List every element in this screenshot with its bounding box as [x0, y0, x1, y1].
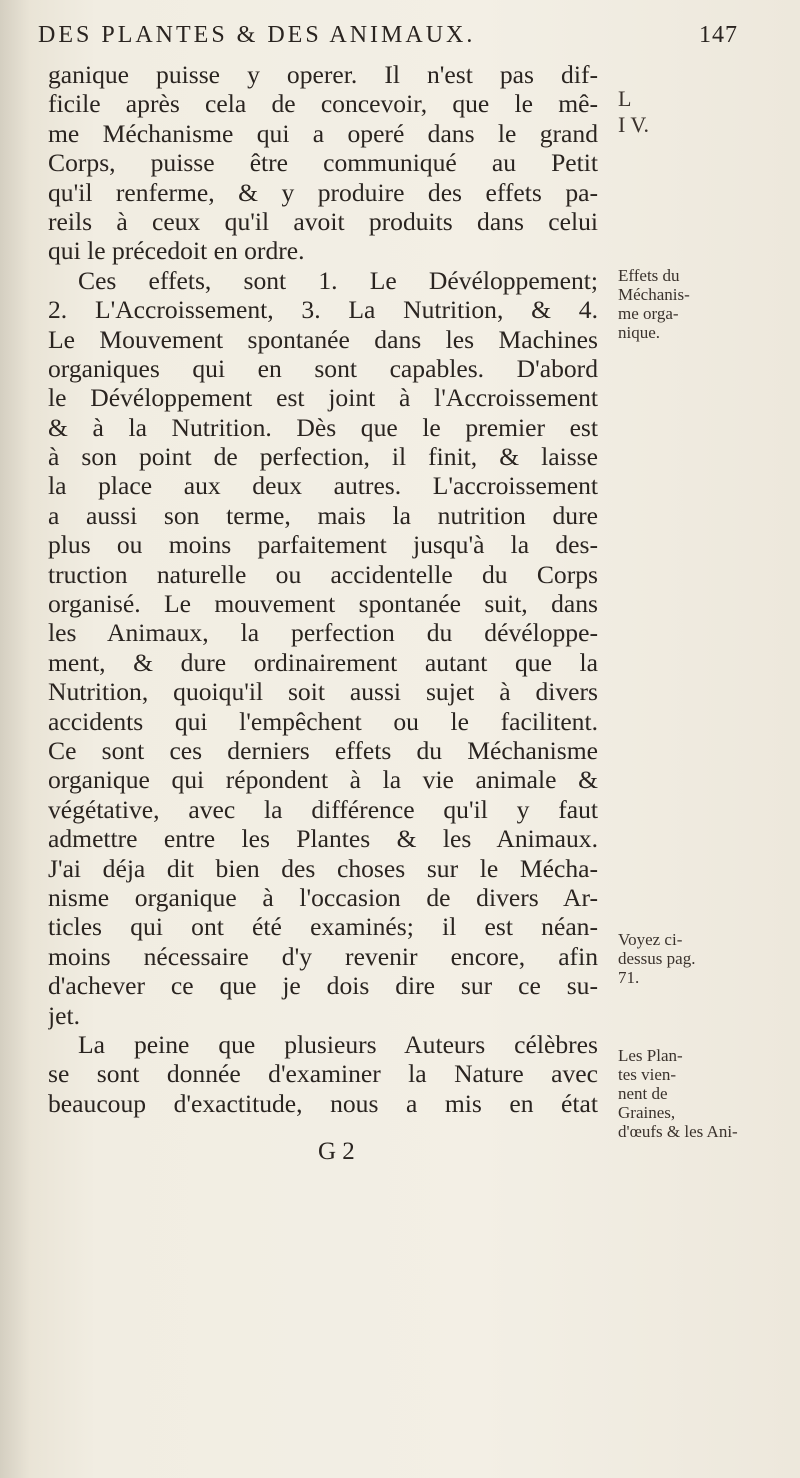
running-title: DES PLANTES & DES ANIMAUX. [38, 22, 476, 48]
text-line: 2. L'Accroissement, 3. La Nutrition, & 4. [48, 295, 598, 325]
margin-note-line: me orga- [618, 304, 679, 323]
text-line: qui le précedoit en ordre. [48, 236, 305, 266]
margin-note-reference [618, 930, 778, 987]
text-line: jet. [48, 1000, 80, 1030]
text-line: accidents qui l'empêchent ou le facilitent. [48, 706, 598, 736]
margin-note-line: nique. [618, 323, 661, 342]
margin-note-line: Graines, [618, 1103, 676, 1122]
margin-note-plants [618, 1046, 778, 1141]
text-line: Nutrition, quoiqu'il soit aussi sujet à divers [48, 677, 598, 707]
text-line: ment, & dure ordinairement autant que la [48, 647, 598, 677]
text-line: J'ai déja dit bien des choses sur le Mécha- [48, 853, 598, 883]
text-line: La peine que plusieurs Auteurs célèbres [78, 1029, 598, 1059]
text-line: organisé. Le mouvement spontanée suit, dans [48, 589, 598, 619]
body-text [48, 60, 598, 1118]
margin-note-line: dessus pag. [618, 949, 696, 968]
text-line: organiques qui en sont capables. D'abord [48, 353, 598, 383]
text-line: Ces effets, sont 1. Le Dévéloppement; [78, 265, 598, 295]
text-line: ficile après cela de concevoir, que le mê- [48, 89, 598, 119]
page-number: 147 [699, 22, 738, 48]
text-line: organique qui répondent à la vie animale & [48, 765, 598, 795]
margin-note-line: Méchanis- [618, 285, 690, 304]
text-line: admettre entre les Plantes & les Animaux. [48, 824, 598, 854]
text-line: à son point de perfection, il finit, & laisse [48, 442, 598, 472]
margin-note-line: 71. [618, 968, 640, 987]
text-line: Corps, puisse être communiqué au Petit [48, 148, 598, 178]
running-header [38, 22, 738, 54]
text-line: beaucoup d'exactitude, nous a mis en état [48, 1088, 598, 1118]
text-line: nisme organique à l'occasion de divers Ar- [48, 882, 598, 912]
text-line: ganique puisse y operer. Il n'est pas dif- [48, 60, 598, 89]
text-line: me Méchanisme qui a operé dans le grand [48, 118, 598, 148]
text-line: d'achever ce que je dois dire sur ce su- [48, 971, 598, 1001]
margin-note-line: tes vien- [618, 1065, 677, 1084]
page-gutter-shadow [0, 0, 30, 1478]
margin-note-line: nent de [618, 1084, 668, 1103]
text-line: truction naturelle ou accidentelle du Corps [48, 559, 598, 589]
text-line: a aussi son terme, mais la nutrition dure [48, 500, 598, 530]
margin-note-line: Voyez ci- [618, 930, 683, 949]
text-line: se sont donnée d'examiner la Nature avec [48, 1059, 598, 1089]
text-line: le Dévéloppement est joint à l'Accroissement [48, 383, 598, 413]
text-line: & à la Nutrition. Dès que le premier est [48, 412, 598, 442]
margin-note-effects [618, 266, 778, 342]
margin-note-line: I V. [618, 112, 649, 137]
text-line: les Animaux, la perfection du dévéloppe- [48, 618, 598, 648]
text-line: Ce sont ces derniers effets du Méchanisme [48, 735, 598, 765]
margin-note-line: Les Plan- [618, 1046, 683, 1065]
text-line: la place aux deux autres. L'accroissement [48, 471, 598, 501]
text-line: végétative, avec la différence qu'il y faut [48, 794, 598, 824]
margin-note-line: Effets du [618, 266, 680, 285]
margin-note-section [618, 86, 778, 138]
signature-mark: G 2 [318, 1138, 355, 1165]
text-line: qu'il renferme, & y produire des effets pa- [48, 177, 598, 207]
text-line: plus ou moins parfaitement jusqu'à la des- [48, 530, 598, 560]
margin-note-line: d'œufs & les Ani- [618, 1122, 738, 1141]
text-line: reils à ceux qu'il avoit produits dans celui [48, 206, 598, 236]
text-line: ticles qui ont été examinés; il est néan- [48, 912, 598, 942]
margin-note-line: L [618, 86, 632, 111]
text-line: moins nécessaire d'y revenir encore, afin [48, 941, 598, 971]
text-line: Le Mouvement spontanée dans les Machines [48, 324, 598, 354]
